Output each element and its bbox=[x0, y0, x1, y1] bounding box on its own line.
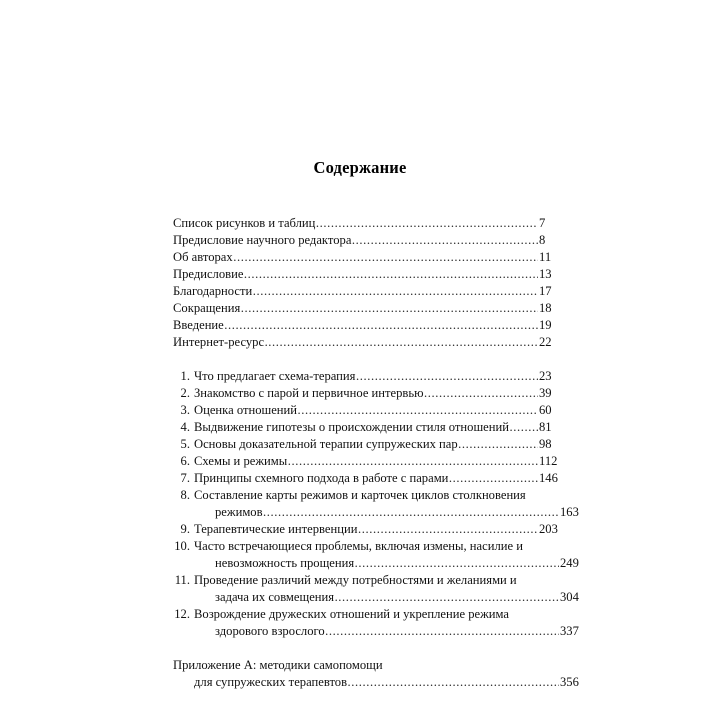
toc-entry[interactable] bbox=[173, 453, 563, 470]
toc-entry-page-number: 23 bbox=[539, 369, 552, 383]
toc-entry-title: Возрождение дружеских отношений и укрепление режима bbox=[194, 607, 510, 621]
toc-entry-number: 2. bbox=[180, 386, 190, 400]
dot-leader bbox=[352, 232, 538, 249]
dot-leader bbox=[253, 283, 538, 300]
toc-entry[interactable] bbox=[173, 283, 563, 300]
toc-entry-page-number: 337 bbox=[560, 624, 579, 638]
toc-entry-line bbox=[173, 419, 563, 436]
toc-entry-title: Приложение А: методики самопомощи bbox=[173, 658, 383, 672]
toc-entry-title: Предисловие bbox=[173, 267, 244, 281]
dot-leader bbox=[263, 504, 558, 521]
toc-entry-title: Знакомство с парой и первичное интервью bbox=[194, 386, 424, 400]
toc-entry-line bbox=[173, 266, 563, 283]
toc-entry-line-continued bbox=[173, 623, 584, 640]
toc-entry-line bbox=[173, 521, 563, 538]
toc-entry[interactable] bbox=[173, 521, 563, 538]
toc-entry-line-continued bbox=[173, 589, 584, 606]
toc-entry[interactable] bbox=[173, 300, 563, 317]
toc-entry-number: 4. bbox=[180, 420, 190, 434]
toc-entry-title: Оценка отношений bbox=[194, 403, 298, 417]
dot-leader bbox=[233, 249, 537, 266]
dot-leader bbox=[241, 300, 538, 317]
section-spacer bbox=[173, 351, 563, 368]
dot-leader bbox=[449, 470, 538, 487]
toc-entry-line bbox=[173, 657, 563, 674]
toc-entry[interactable] bbox=[173, 215, 563, 232]
dot-leader bbox=[325, 623, 558, 640]
toc-entry-page-number: 304 bbox=[560, 590, 579, 604]
toc-entry-line bbox=[173, 436, 563, 453]
toc-entry-page-number: 18 bbox=[539, 301, 552, 315]
toc-entry-title: Принципы схемного подхода в работе с парами bbox=[194, 471, 449, 485]
toc-entry[interactable] bbox=[173, 368, 563, 385]
dot-leader bbox=[356, 368, 538, 385]
toc-entry-title: Схемы и режимы bbox=[194, 454, 288, 468]
toc-entry-title: здорового взрослого bbox=[215, 624, 325, 638]
toc-entry-line bbox=[173, 283, 563, 300]
toc-entry-line bbox=[173, 317, 563, 334]
dot-leader bbox=[458, 436, 537, 453]
toc-entry-line bbox=[173, 453, 563, 470]
toc-entry-title: Терапевтические интервенции bbox=[194, 522, 358, 536]
toc-section-chapters bbox=[173, 368, 579, 640]
toc-entry-line-continued bbox=[173, 674, 584, 691]
toc-entry-title: Список рисунков и таблиц bbox=[173, 216, 316, 230]
toc-entry-page-number: 19 bbox=[539, 318, 552, 332]
toc-entry-line bbox=[173, 334, 563, 351]
toc-entry-number: 6. bbox=[180, 454, 190, 468]
toc-entry-number: 10. bbox=[174, 539, 190, 553]
toc-entry-page-number: 81 bbox=[539, 420, 552, 434]
toc-entry-title: Об авторах bbox=[173, 250, 233, 264]
dot-leader bbox=[244, 266, 538, 283]
toc-entry-number: 1. bbox=[180, 369, 190, 383]
toc-entry[interactable] bbox=[173, 249, 563, 266]
toc-entry-number: 5. bbox=[180, 437, 190, 451]
toc-entry-page-number: 60 bbox=[539, 403, 552, 417]
toc-entry-number: 3. bbox=[180, 403, 190, 417]
toc-entry-page-number: 39 bbox=[539, 386, 552, 400]
dot-leader bbox=[355, 555, 559, 572]
dot-leader bbox=[424, 385, 537, 402]
toc-entry-page-number: 249 bbox=[560, 556, 579, 570]
dot-leader bbox=[298, 402, 538, 419]
toc-entry[interactable] bbox=[173, 572, 579, 606]
toc-entry-title: Проведение различий между потребностями и желаниями и bbox=[194, 573, 517, 587]
toc-entry-line bbox=[173, 606, 563, 623]
toc-entry[interactable] bbox=[173, 470, 563, 487]
toc-entry-page-number: 163 bbox=[560, 505, 579, 519]
toc-entry-line bbox=[173, 232, 563, 249]
dot-leader bbox=[265, 334, 538, 351]
toc-entry[interactable] bbox=[173, 317, 563, 334]
toc-entry-number: 8. bbox=[180, 488, 190, 502]
toc-entry-line bbox=[173, 215, 563, 232]
toc-entry-page-number: 22 bbox=[539, 335, 552, 349]
toc-entry-line-continued bbox=[173, 504, 584, 521]
toc-entry-title: задача их совмещения bbox=[215, 590, 335, 604]
toc-entry-line bbox=[173, 249, 563, 266]
toc-entry-title: невозможность прощения bbox=[215, 556, 355, 570]
toc-entry-title: Введение bbox=[173, 318, 224, 332]
toc-entry-title: режимов bbox=[215, 505, 263, 519]
toc-entry-number: 12. bbox=[174, 607, 190, 621]
toc-entry-title: Основы доказательной терапии супружеских пар bbox=[194, 437, 458, 451]
toc-entry-line bbox=[173, 402, 563, 419]
toc-entry-line bbox=[173, 538, 563, 555]
toc-entry-title: для супружеских терапевтов bbox=[194, 675, 348, 689]
toc-entry-title: Интернет-ресурс bbox=[173, 335, 265, 349]
toc-entry-title: Составление карты режимов и карточек циклов столкновения bbox=[194, 488, 526, 502]
toc-entry-title: Благодарности bbox=[173, 284, 253, 298]
toc-entry-page-number: 203 bbox=[539, 522, 558, 536]
dot-leader bbox=[358, 521, 538, 538]
toc-entry[interactable] bbox=[173, 487, 579, 521]
toc-entry-line bbox=[173, 572, 563, 589]
toc-entry-title: Выдвижение гипотезы о происхождении стиля отношений bbox=[194, 420, 509, 434]
toc-entry-page-number: 13 bbox=[539, 267, 552, 281]
dot-leader bbox=[316, 215, 538, 232]
toc-entry-line bbox=[173, 470, 563, 487]
toc-entry[interactable] bbox=[173, 657, 579, 691]
dot-leader bbox=[288, 453, 538, 470]
toc-entry[interactable] bbox=[173, 232, 563, 249]
toc-entry-page-number: 98 bbox=[539, 437, 552, 451]
toc-entry-title: Часто встречающиеся проблемы, включая измены, насилие и bbox=[194, 539, 523, 553]
toc-section-front-matter bbox=[173, 215, 563, 351]
dot-leader bbox=[509, 419, 537, 436]
toc-entry-page-number: 146 bbox=[539, 471, 558, 485]
toc-entry-number: 7. bbox=[180, 471, 190, 485]
dot-leader bbox=[348, 674, 559, 691]
toc-entry-page-number: 356 bbox=[560, 675, 579, 689]
toc-entry[interactable] bbox=[173, 402, 563, 419]
toc-entry[interactable] bbox=[173, 606, 579, 640]
toc-entry[interactable] bbox=[173, 385, 563, 402]
toc-entry-number: 9. bbox=[180, 522, 190, 536]
toc-entry-page-number: 17 bbox=[539, 284, 552, 298]
toc-entry-line bbox=[173, 368, 563, 385]
toc-entry-number: 11. bbox=[174, 573, 190, 587]
toc-entry-line bbox=[173, 487, 563, 504]
toc-entry-line bbox=[173, 385, 563, 402]
toc-entry-page-number: 7 bbox=[539, 216, 546, 230]
toc-entry-title: Сокращения bbox=[173, 301, 241, 315]
dot-leader bbox=[335, 589, 559, 606]
toc-entry[interactable] bbox=[173, 266, 563, 283]
toc-entry-title: Что предлагает схема-терапия bbox=[194, 369, 356, 383]
toc-entry-page-number: 11 bbox=[539, 250, 552, 264]
toc-entry-list bbox=[173, 215, 579, 691]
toc-entry[interactable] bbox=[173, 538, 579, 572]
page-title: Содержание bbox=[313, 158, 407, 177]
toc-entry[interactable] bbox=[173, 419, 563, 436]
toc-entry[interactable] bbox=[173, 436, 563, 453]
toc-entry[interactable] bbox=[173, 334, 563, 351]
toc-entry-page-number: 112 bbox=[539, 454, 558, 468]
toc-entry-line-continued bbox=[173, 555, 584, 572]
dot-leader bbox=[224, 317, 537, 334]
section-spacer bbox=[173, 640, 563, 657]
toc-entry-title: Предисловие научного редактора bbox=[173, 233, 352, 247]
toc-entry-page-number: 8 bbox=[539, 233, 546, 247]
toc-entry-line bbox=[173, 300, 563, 317]
toc-section-appendix bbox=[173, 657, 579, 691]
